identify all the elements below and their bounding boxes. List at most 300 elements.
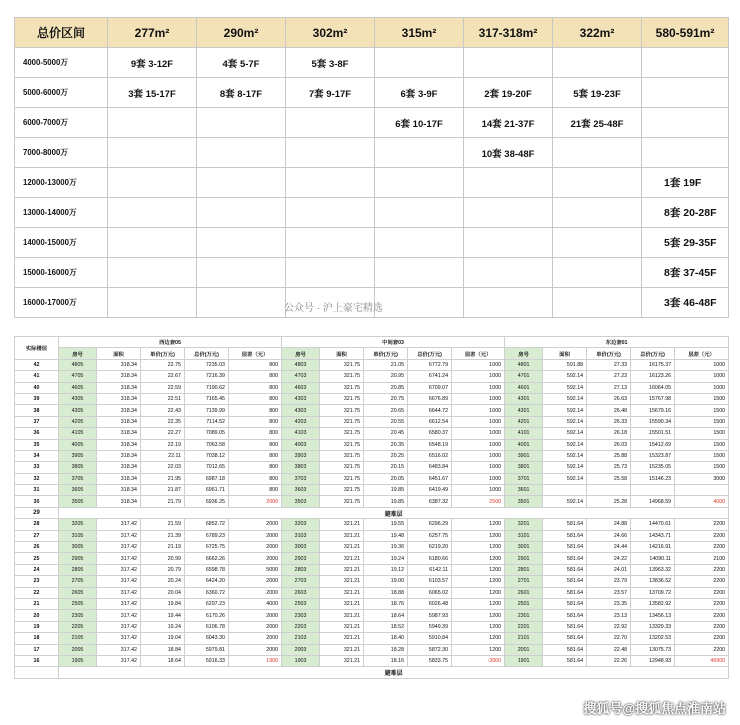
units-cell: 3套 46-48F: [642, 288, 729, 318]
value-cell: 7165.45: [185, 393, 229, 404]
value-cell: 581.64: [543, 644, 587, 655]
value-cell: 592.14: [543, 393, 587, 404]
group-header: 东边套01: [505, 337, 729, 348]
value-cell: 321.75: [320, 496, 364, 507]
value-cell: 581.64: [543, 553, 587, 564]
units-cell: 4套 5-7F: [197, 48, 286, 78]
value-cell: 18.76: [364, 598, 408, 609]
units-cell: [108, 228, 197, 258]
units-cell: [108, 198, 197, 228]
room-number: 4803: [282, 359, 320, 370]
room-number: 3105: [59, 530, 97, 541]
floor-cell: 31: [15, 485, 59, 496]
room-number: 2003: [282, 644, 320, 655]
value-cell: 26.48: [587, 405, 631, 416]
units-cell: 5套 19-23F: [553, 78, 642, 108]
room-number: 3805: [59, 462, 97, 473]
units-cell: [286, 198, 375, 228]
units-cell: 6套 3-9F: [375, 78, 464, 108]
column-header: 面积: [543, 348, 587, 359]
units-cell: [375, 168, 464, 198]
value-cell: 1000: [452, 462, 505, 473]
value-cell: 2200: [675, 598, 729, 609]
floor-cell: 18: [15, 633, 59, 644]
floor-row: [15, 496, 729, 507]
floor-cell: 32: [15, 473, 59, 484]
price-range-row: [15, 78, 729, 108]
floor-row: [15, 428, 729, 439]
room-number: 3701: [505, 473, 543, 484]
value-cell: 26.18: [587, 428, 631, 439]
value-cell: 321.75: [320, 416, 364, 427]
room-number: 2705: [59, 576, 97, 587]
value-cell: 592.14: [543, 371, 587, 382]
value-cell: 20.25: [364, 450, 408, 461]
refuge-floor-label: 避难层: [59, 507, 729, 518]
column-header: 层差（元）: [229, 348, 282, 359]
value-cell: 6741.24: [408, 371, 452, 382]
units-cell: [197, 168, 286, 198]
value-cell: 2100: [675, 553, 729, 564]
value-cell: 6419.49: [408, 485, 452, 496]
value-cell: 800: [229, 382, 282, 393]
value-cell: 22.19: [141, 439, 185, 450]
refuge-floor-label: 避难层: [59, 667, 729, 678]
value-cell: 318.34: [97, 485, 141, 496]
units-cell: [286, 108, 375, 138]
units-cell: [286, 168, 375, 198]
floor-cell: 26: [15, 542, 59, 553]
units-cell: [464, 48, 553, 78]
value-cell: 321.21: [320, 655, 364, 666]
value-cell: 24.01: [587, 564, 631, 575]
value-cell: 2000: [229, 610, 282, 621]
value-cell: 318.34: [97, 496, 141, 507]
value-cell: 14470.61: [631, 519, 675, 530]
room-number: 4601: [505, 382, 543, 393]
value-cell: 1900: [229, 655, 282, 666]
value-cell: [675, 485, 729, 496]
column-header: 总价(万元): [408, 348, 452, 359]
value-cell: 318.34: [97, 439, 141, 450]
value-cell: 6548.19: [408, 439, 452, 450]
value-cell: 321.75: [320, 359, 364, 370]
units-cell: [375, 198, 464, 228]
value-cell: 19.44: [141, 610, 185, 621]
value-cell: 800: [229, 439, 282, 450]
value-cell: 5916.33: [185, 655, 229, 666]
units-cell: [642, 138, 729, 168]
area-header: 302m²: [286, 18, 375, 48]
room-number: 2803: [282, 564, 320, 575]
price-range-label: 15000-16000万: [15, 258, 108, 288]
value-cell: 5987.93: [408, 610, 452, 621]
units-cell: 14套 21-37F: [464, 108, 553, 138]
room-number: 3503: [282, 496, 320, 507]
value-cell: 5000: [229, 564, 282, 575]
units-cell: [286, 258, 375, 288]
floor-cell: 23: [15, 576, 59, 587]
column-header: 房号: [505, 348, 543, 359]
value-cell: 19.12: [364, 564, 408, 575]
value-cell: 6424.20: [185, 576, 229, 587]
floor-row: [15, 633, 729, 644]
value-cell: 321.21: [320, 530, 364, 541]
floor-row: [15, 655, 729, 666]
watermark-text: 公众号 · 沪上豪宅精选: [284, 303, 383, 314]
value-cell: 23.57: [587, 587, 631, 598]
value-cell: 21.19: [141, 542, 185, 553]
value-cell: 6180.66: [408, 553, 452, 564]
floor-row: [15, 473, 729, 484]
value-cell: 6936.25: [185, 496, 229, 507]
value-cell: 321.21: [320, 610, 364, 621]
value-cell: 21.05: [364, 359, 408, 370]
room-number: 3201: [505, 519, 543, 530]
floor-cell: 27: [15, 530, 59, 541]
value-cell: 20.05: [364, 473, 408, 484]
value-cell: 13456.13: [631, 610, 675, 621]
value-cell: 317.42: [97, 553, 141, 564]
value-cell: 1500: [675, 462, 729, 473]
value-cell: 592.14: [543, 496, 587, 507]
value-cell: 321.21: [320, 564, 364, 575]
units-cell: 6套 10-17F: [375, 108, 464, 138]
value-cell: 22.35: [141, 416, 185, 427]
units-cell: 8套 20-28F: [642, 198, 729, 228]
room-number: 2203: [282, 621, 320, 632]
value-cell: 1000: [675, 359, 729, 370]
room-number: 4703: [282, 371, 320, 382]
value-cell: 19.24: [141, 621, 185, 632]
value-cell: 6662.26: [185, 553, 229, 564]
value-cell: 800: [229, 416, 282, 427]
room-number: 4605: [59, 382, 97, 393]
room-number: 2703: [282, 576, 320, 587]
floor-cell: 20: [15, 610, 59, 621]
unit-price-table: [14, 336, 729, 679]
value-cell: 20.35: [364, 439, 408, 450]
value-cell: 581.64: [543, 633, 587, 644]
price-range-row: [15, 108, 729, 138]
value-cell: 13075.73: [631, 644, 675, 655]
units-cell: [553, 138, 642, 168]
units-cell: 8套 8-17F: [197, 78, 286, 108]
value-cell: 592.14: [543, 416, 587, 427]
value-cell: 1500: [675, 405, 729, 416]
value-cell: 13329.33: [631, 621, 675, 632]
units-cell: [464, 288, 553, 318]
value-cell: 19.48: [364, 530, 408, 541]
value-cell: 1200: [452, 542, 505, 553]
units-cell: 7套 9-17F: [286, 78, 375, 108]
value-cell: 321.21: [320, 598, 364, 609]
value-cell: 1200: [452, 644, 505, 655]
value-cell: 6103.57: [408, 576, 452, 587]
value-cell: 22.27: [141, 428, 185, 439]
value-cell: 27.33: [587, 359, 631, 370]
area-header: 277m²: [108, 18, 197, 48]
price-range-row: [15, 168, 729, 198]
value-cell: 22.03: [141, 462, 185, 473]
value-cell: 15767.98: [631, 393, 675, 404]
price-range-row: [15, 198, 729, 228]
room-number: 3205: [59, 519, 97, 530]
floor-row: [15, 542, 729, 553]
floor-header: 实际楼层: [15, 337, 59, 360]
value-cell: 15590.34: [631, 416, 675, 427]
value-cell: 2200: [675, 633, 729, 644]
value-cell: 321.21: [320, 519, 364, 530]
value-cell: 1000: [452, 371, 505, 382]
value-cell: 1000: [452, 485, 505, 496]
units-cell: [464, 258, 553, 288]
value-cell: 6789.23: [185, 530, 229, 541]
value-cell: 20.45: [364, 428, 408, 439]
room-number: 4305: [59, 405, 97, 416]
value-cell: 18.84: [141, 644, 185, 655]
room-number: 4701: [505, 371, 543, 382]
value-cell: 4000: [675, 496, 729, 507]
value-cell: 25.88: [587, 450, 631, 461]
room-number: 2001: [505, 644, 543, 655]
value-cell: 2200: [675, 519, 729, 530]
value-cell: 18.16: [364, 655, 408, 666]
value-cell: 6709.07: [408, 382, 452, 393]
room-number: 3903: [282, 450, 320, 461]
floor-cell: 25: [15, 553, 59, 564]
units-cell: [108, 168, 197, 198]
value-cell: 20.85: [364, 382, 408, 393]
units-cell: [553, 228, 642, 258]
value-cell: 22.59: [141, 382, 185, 393]
room-number: 3103: [282, 530, 320, 541]
value-cell: 321.21: [320, 633, 364, 644]
floor-cell: [15, 667, 59, 678]
value-cell: 2200: [675, 644, 729, 655]
value-cell: 1500: [675, 428, 729, 439]
room-number: 4301: [505, 405, 543, 416]
value-cell: 27.23: [587, 371, 631, 382]
value-cell: 16175.37: [631, 359, 675, 370]
room-number: 2801: [505, 564, 543, 575]
floor-row: [15, 485, 729, 496]
value-cell: 1000: [452, 405, 505, 416]
value-cell: 581.64: [543, 519, 587, 530]
room-number: 4105: [59, 428, 97, 439]
floor-row: [15, 439, 729, 450]
room-number: 3801: [505, 462, 543, 473]
value-cell: 1000: [452, 473, 505, 484]
floor-row: [15, 587, 729, 598]
value-cell: 3000: [675, 473, 729, 484]
value-cell: 26.33: [587, 416, 631, 427]
room-number: 3803: [282, 462, 320, 473]
value-cell: 318.34: [97, 371, 141, 382]
floor-row: [15, 382, 729, 393]
value-cell: 1200: [452, 598, 505, 609]
value-cell: 5872.30: [408, 644, 452, 655]
value-cell: 1000: [452, 439, 505, 450]
units-cell: [197, 258, 286, 288]
value-cell: 5979.81: [185, 644, 229, 655]
room-number: 4005: [59, 439, 97, 450]
floor-row: [15, 598, 729, 609]
floor-row: [15, 405, 729, 416]
column-header: 层差（元）: [452, 348, 505, 359]
value-cell: 321.75: [320, 485, 364, 496]
value-cell: 23.13: [587, 610, 631, 621]
price-range-label: 6000-7000万: [15, 108, 108, 138]
value-cell: 318.34: [97, 382, 141, 393]
floor-row: [15, 507, 729, 518]
value-cell: 22.11: [141, 450, 185, 461]
value-cell: 22.92: [587, 621, 631, 632]
room-number: 2301: [505, 610, 543, 621]
value-cell: 22.43: [141, 405, 185, 416]
room-number: 4801: [505, 359, 543, 370]
value-cell: 800: [229, 428, 282, 439]
room-number: 3703: [282, 473, 320, 484]
units-cell: 3套 15-17F: [108, 78, 197, 108]
value-cell: 20.99: [141, 553, 185, 564]
value-cell: 6106.78: [185, 621, 229, 632]
value-cell: 1200: [452, 610, 505, 621]
column-header: 房号: [282, 348, 320, 359]
room-number: 1901: [505, 655, 543, 666]
room-number: 4205: [59, 416, 97, 427]
room-number: 4305: [59, 393, 97, 404]
column-header: 层差（元）: [675, 348, 729, 359]
value-cell: 317.42: [97, 576, 141, 587]
value-cell: 321.75: [320, 462, 364, 473]
column-header: 单价(万元): [587, 348, 631, 359]
value-cell: 20.79: [141, 564, 185, 575]
room-number: 2701: [505, 576, 543, 587]
value-cell: 1000: [452, 359, 505, 370]
value-cell: 321.75: [320, 382, 364, 393]
units-cell: 9套 3-12F: [108, 48, 197, 78]
value-cell: 318.34: [97, 405, 141, 416]
group-header: 中间套03: [282, 337, 505, 348]
floor-row: [15, 359, 729, 370]
value-cell: 6297.23: [185, 598, 229, 609]
value-cell: 7235.03: [185, 359, 229, 370]
value-cell: 15679.16: [631, 405, 675, 416]
value-cell: 2200: [675, 587, 729, 598]
room-number: 4603: [282, 382, 320, 393]
value-cell: 1200: [452, 633, 505, 644]
value-cell: 22.48: [587, 644, 631, 655]
value-cell: 19.00: [364, 576, 408, 587]
floor-cell: 35: [15, 439, 59, 450]
floor-row: [15, 667, 729, 678]
value-cell: 7038.12: [185, 450, 229, 461]
value-cell: 1000: [452, 450, 505, 461]
value-cell: 6852.72: [185, 519, 229, 530]
floor-cell: 37: [15, 416, 59, 427]
value-cell: 1200: [452, 621, 505, 632]
price-range-label: 4000-5000万: [15, 48, 108, 78]
room-number: 2005: [59, 644, 97, 655]
value-cell: 14090.11: [631, 553, 675, 564]
floor-cell: 16: [15, 655, 59, 666]
floor-cell: 17: [15, 644, 59, 655]
units-cell: [553, 288, 642, 318]
value-cell: 592.14: [543, 382, 587, 393]
value-cell: 5910.84: [408, 633, 452, 644]
value-cell: 19.04: [141, 633, 185, 644]
room-number: 3505: [59, 496, 97, 507]
room-number: 4303: [282, 405, 320, 416]
value-cell: 15235.05: [631, 462, 675, 473]
column-header: 面积: [97, 348, 141, 359]
units-cell: [464, 198, 553, 228]
value-cell: 2200: [675, 621, 729, 632]
value-cell: 22.75: [141, 359, 185, 370]
value-cell: 19.24: [364, 553, 408, 564]
column-header: 总价(万元): [631, 348, 675, 359]
value-cell: 581.64: [543, 610, 587, 621]
value-cell: 1000: [675, 371, 729, 382]
room-number: 2103: [282, 633, 320, 644]
value-cell: 14216.91: [631, 542, 675, 553]
value-cell: 22.67: [141, 371, 185, 382]
value-cell: 318.34: [97, 416, 141, 427]
value-cell: 317.42: [97, 587, 141, 598]
value-cell: 24.66: [587, 530, 631, 541]
value-cell: 317.42: [97, 564, 141, 575]
value-cell: 592.14: [543, 462, 587, 473]
room-number: 2901: [505, 553, 543, 564]
value-cell: 27.13: [587, 382, 631, 393]
value-cell: 6598.78: [185, 564, 229, 575]
floor-cell: 19: [15, 621, 59, 632]
value-cell: 20.65: [364, 405, 408, 416]
value-cell: 1000: [452, 416, 505, 427]
value-cell: 7089.05: [185, 428, 229, 439]
value-cell: 13202.53: [631, 633, 675, 644]
value-cell: 21.59: [141, 519, 185, 530]
value-cell: 800: [229, 405, 282, 416]
value-cell: 2000: [229, 621, 282, 632]
value-cell: 321.21: [320, 587, 364, 598]
units-cell: [553, 48, 642, 78]
value-cell: 321.21: [320, 621, 364, 632]
value-cell: 12948.93: [631, 655, 675, 666]
room-number: 4201: [505, 416, 543, 427]
group-header: 西边套05: [59, 337, 282, 348]
floor-row: [15, 553, 729, 564]
value-cell: 21.87: [141, 485, 185, 496]
column-header: 面积: [320, 348, 364, 359]
room-number: 3005: [59, 542, 97, 553]
floor-cell: 33: [15, 462, 59, 473]
room-number: 3601: [505, 485, 543, 496]
units-cell: [197, 288, 286, 318]
units-cell: 8套 37-45F: [642, 258, 729, 288]
room-number: 2201: [505, 621, 543, 632]
room-number: 2605: [59, 587, 97, 598]
room-number: 4101: [505, 428, 543, 439]
room-number: 4301: [505, 393, 543, 404]
value-cell: 25.58: [587, 473, 631, 484]
value-cell: 318.34: [97, 450, 141, 461]
room-number: 4805: [59, 359, 97, 370]
value-cell: 317.42: [97, 610, 141, 621]
value-cell: [587, 485, 631, 496]
value-cell: 25.28: [587, 496, 631, 507]
